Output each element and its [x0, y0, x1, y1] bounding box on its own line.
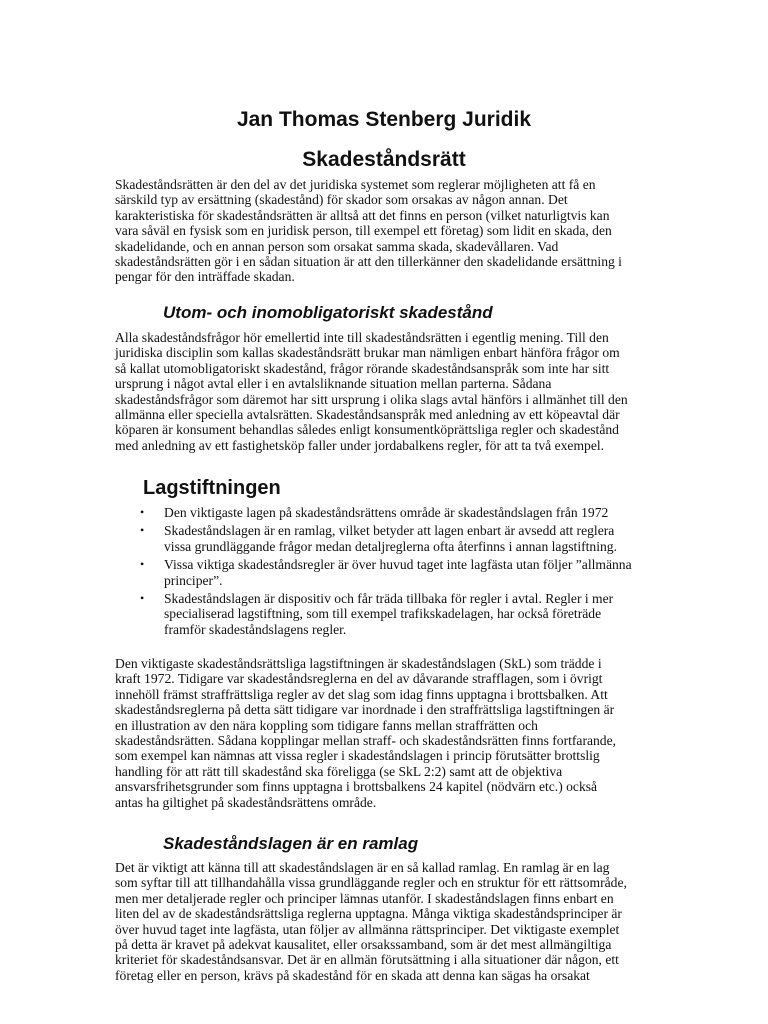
text-line: allmänna eller speciella avtalsrätten. Skadeståndsanspråk med anledning av ett köpeavtal där: [115, 407, 620, 423]
list-item: [136, 523, 632, 554]
document-subtitle: Skadeståndsrätt: [302, 148, 466, 171]
text-line: kriteriet för skadeståndsansvar. Det är en allmän förutsättning i alla situationer där någon, ett: [115, 952, 619, 968]
page-title: Jan Thomas Stenberg Juridik: [236, 108, 532, 131]
text-line: skadeståndsfrågor som däremot har sitt ursprung i olika slags avtal hänförs i allmänhet till den: [115, 391, 628, 407]
text-line: på detta är kravet på adekvat kausalitet, eller orsakssamband, som är det mest allmängiltiga: [115, 937, 612, 953]
text-line: skadeståndsreglerna på detta sätt tidigare var inordnade i den straffrättsliga lagstiftningen är: [115, 702, 615, 718]
text-line: karakteristiska för skadeståndsrätten är alltså att det finns en person (vilket naturligtvis kan: [115, 207, 610, 223]
text-line: principer”.: [164, 572, 223, 588]
text-line: kraft 1972. Tidigare var skadeståndsreglerna en del av dåvarande strafflagen, som i övrigt: [115, 671, 603, 687]
text-line: vissa grundläggande frågor medan detaljreglerna ofta återfinns i annan lagstiftning.: [164, 538, 617, 554]
section2-paragraph: [115, 656, 616, 810]
text-line: handling för att rätt till skadestånd ska föreligga (se SkL 2:2) samt att de objektiva: [115, 763, 563, 779]
list-item: [136, 505, 632, 520]
text-line: skadeståndsrätten. Sådana kopplingar mellan straff- och skadeståndsrätten finns fortfarande,: [115, 733, 617, 749]
intro-paragraph: [115, 177, 622, 285]
text-line: Alla skadeståndsfrågor hör emellertid inte till skadeståndsrätten i egentlig mening. Till den: [115, 330, 609, 345]
section-heading-utom: Utom- och inomobligatoriskt skadestånd: [163, 303, 493, 322]
text-line: antas ha giltighet på skadeståndsrättens område.: [115, 794, 377, 810]
text-line: juridiska disciplin som kallas skadeståndsrätt brukar man nämligen enbart hänföra frågor om: [115, 345, 620, 361]
text-line: Den viktigaste lagen på skadeståndsrättens område är skadeståndslagen från 1972: [164, 505, 609, 520]
bullet-icon: •: [140, 523, 145, 538]
bullet-icon: •: [140, 557, 145, 572]
text-line: skadelidande, och en annan person som orsakat samma skada, skadevållaren. Vad: [115, 238, 559, 254]
section-heading-ramlag: Skadeståndslagen är en ramlag: [163, 834, 419, 853]
list-item: [136, 557, 632, 588]
text-line: Vissa viktiga skadeståndsregler är över huvud taget inte lagfästa utan följer ”allmänna: [164, 557, 632, 573]
text-line: Skadeståndslagen är dispositiv och får träda tillbaka för regler i avtal. Regler i mer: [164, 591, 614, 607]
text-line: innehöll främst straffrättsliga regler av det slag som idag finns upptagna i brottsbalken. Att: [115, 686, 608, 702]
text-line: framför skadeståndslagens regler.: [164, 621, 347, 637]
text-line: ursprung i något avtal eller i en avtalsliknande situation mellan parterna. Sådana: [115, 376, 552, 392]
text-line: som exempel kan nämnas att vissa regler i skadeståndslagen i princip förutsätter brottslig: [115, 748, 600, 764]
text-line: köparen är konsument behandlas således enligt konsumentköprättsliga regler och skadestånd: [115, 422, 619, 438]
bullet-icon: •: [140, 591, 145, 606]
text-line: ansvarsfrihetsgrunder som finns upptagna i brottsbalkens 24 kapitel (nödvärn etc.) också: [115, 779, 598, 795]
text-line: liten del av de skadeståndsrättsliga reglerna upptagna. Många viktiga skadeståndsprinciper är: [115, 906, 622, 922]
bullet-icon: •: [140, 505, 145, 519]
text-line: en illustration av den nära koppling som tidigare fanns mellan straffrätten och: [115, 717, 538, 733]
text-line: som syftar till att tillhandahålla vissa grundläggande regler och en struktur för ett rättsområde,: [115, 875, 627, 891]
text-line: specialiserad lagstiftning, som till exempel trafikskadelagen, har också företräde: [164, 606, 602, 622]
list-item: [136, 591, 632, 637]
text-line: vara såväl en fysisk som en juridisk person, till exempel ett företag) som lidit en skada, den: [115, 223, 612, 239]
section-heading-lagstiftningen: Lagstiftningen: [143, 477, 281, 499]
text-line: men mer detaljerade regler och principer lämnas utanför. I skadeståndslagen finns enbart en: [115, 890, 614, 906]
bullet-list: [136, 505, 632, 640]
text-line: så kallat utomobligatoriskt skadestånd, frågor rörande skadeståndsanspråk som inte har sitt: [115, 360, 610, 376]
text-line: Det är viktigt att känna till att skadeståndslagen är en så kallad ramlag. En ramlag är en lag: [115, 860, 610, 875]
text-line: Den viktigaste skadeståndsrättsliga lagstiftningen är skadeståndslagen (SkL) som trädde i: [115, 656, 602, 671]
text-line: Skadeståndslagen är en ramlag, vilket betyder att lagen enbart är avsedd att reglera: [164, 523, 615, 539]
section1-paragraph: [115, 330, 628, 453]
section3-paragraph: [115, 860, 627, 983]
text-line: företag eller en person, krävs på skadestånd för en skada att denna kan sägas ha orsakat: [115, 967, 590, 983]
text-line: pengar för den inträffade skadan.: [115, 269, 295, 285]
text-line: särskild typ av ersättning (skadestånd) för skador som orsakas av någon annan. Det: [115, 192, 568, 208]
text-line: med anledning av ett fastighetsköp faller under jordabalkens regler, för att ta två exempel.: [115, 437, 605, 453]
text-line: över huvud taget inte lagfästa, utan följer av allmänna rättsprinciper. Det viktigaste exemplet: [115, 921, 620, 937]
text-line: Skadeståndsrätten är den del av det juridiska systemet som reglerar möjligheten att få en: [115, 177, 596, 192]
text-line: skadeståndsrätten gör i en sådan situation är att den tillerkänner den skadelidande ersättning i: [115, 254, 622, 270]
